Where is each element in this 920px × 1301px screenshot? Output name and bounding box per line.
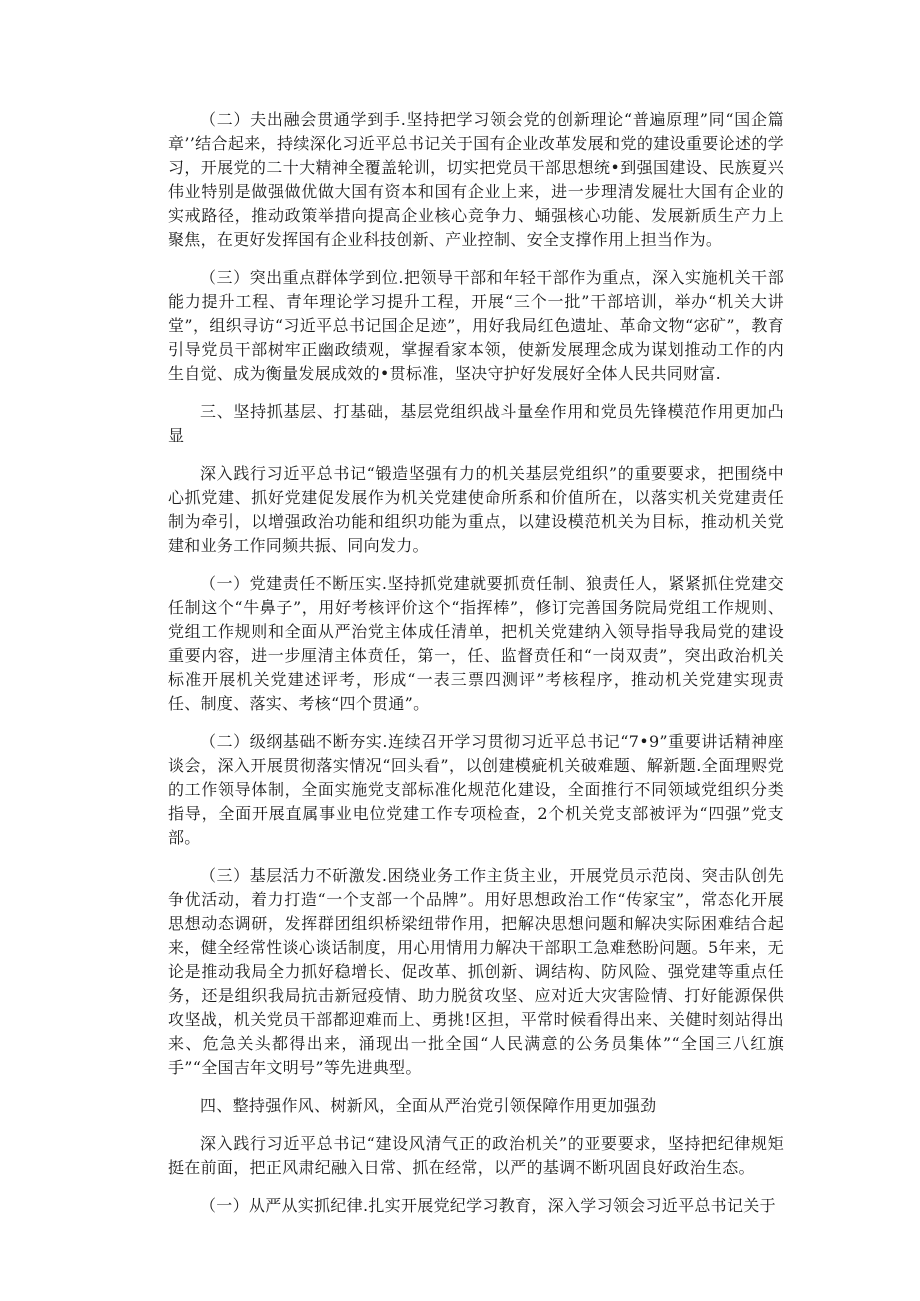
document-page bbox=[168, 108, 784, 1218]
section-heading-four: 四、整持强作风、树新风，全面从严治党引领保障作用更加强劲 bbox=[200, 1096, 657, 1115]
paragraph-key-groups: （三）突出重点群体学到位.把领导干部和年轻干部作为重点，深入实施机关干部能力提升工程、青年理论学习提升工程，开展“三个一批”干部培训，举办“机关大讲堂”，组织寻访“习近平总书记国企足迹”，用好我局红色遗址、革命文物“宓矿”，教育引导党员干部树牢正幽政绩观，掌握看家本领，使新发展理念成为谋划推动工作的内生自觉、成为衡量发展成效的•贯标准，坚决守护好发展好全体人民共同财富. bbox=[168, 268, 784, 383]
section-heading-three: 三、坚持抓基层、打基础，基层党组织战斗量垒作用和党员先锋模范作用更加凸显 bbox=[168, 402, 784, 445]
paragraph-section-three-intro: 深入践行习近平总书记“锻造坚强有力的机关基层党组织”的重要要求，把围绕中心抓党建、抓好党建促发展作为机关党建使命所系和价值所在，以落实机关党建责任制为牵引，以增强政治功能和组织功能为重点，以建设模范机关为目标，推动机关党建和业务工作同频共振、同向发力。 bbox=[168, 464, 784, 555]
paragraph-grassroots-vitality: （三）基层活力不斫激发.困绕业务工作主货主业，开展党员示范岗、突击队创先争优活动，着力打造“一个支部一个品牌”。用好思想政治工作“传家宝”，常态化开展思想动态调研，发挥群团组织桥梁纽带作用，把解决思想问题和解决实际困难结合起来，健全经常性谈心谈话制度，用心用情用力解决干部职工急难愁盼问题。5年来，无论是推动我局全力抓好稳增长、促改革、抓创新、调结构、防风险、强党建等重点任务，还是组织我局抗击新冠疫情、助力脱贫攻坚、应对近大灾害险情、打好能源保供攻坚战，机关党员干部都迎难而上、勇挑!区担，平常时候看得出来、关健时刻站得出来、危急关头都得出来，涌现出一批全国“人民满意的公务员集体”“全国三八红旗手”“全国吉年文明号”等先进典型。 bbox=[168, 866, 784, 1077]
paragraph-foundation: （二）级纲基础不断夯实.连续召开学习贯彻习近平总书记“7•9”重要讲话精神座谈会，深入开展贯彻落实情况“回头看”，以创建模疵机关破难题、解新题.全面理赆党的工作领导体制，全面实施党支部标准化规范化建设，全面推行不同领域党组织分类指导，全面开展直属事业电位党建工作专项检查，2个机关党支部被评为“四强”党支部。 bbox=[168, 732, 784, 847]
paragraph-discipline: （一）从严从实抓纪律.扎实开展党纪学习教育，深入学习领会习近平总书记关于 bbox=[200, 1196, 776, 1215]
paragraph-study-integration: （二）夫出融会贯通学到手.坚持把学习领会党的创新理论“普遍原理”同“国企篇章’’结合起来，持续深化习近平总书记关于国有企业改革发展和党的建设重要论述的学习，开展党的二十大精神全覆盖轮训，切实把党员干部思想统•到强国建设、民族夏兴伟业特别是做强做优做大国有资本和国有企业上来，进一步理清发屣壮大国有企业的实戒路径，推动政策举措向提高企业核心竞争力、蛹强核心功能、发展新质生产力上聚焦，在更好发挥国有企业科技创新、产业控制、安全支撑作用上担当作为。 bbox=[168, 110, 784, 249]
paragraph-section-four-intro: 深入践行习近平总书记“建设风清气正的政治机关”的亚要要求，坚持把纪律规矩挺在前面，把正风肃纪融入日常、抓在经常，以严的基调不断巩固良好政治生态。 bbox=[168, 1134, 784, 1177]
paragraph-responsibility: （一）党建责任不断压实.坚持抓党建就要抓贲任制、狼责任人，紧紧抓住党建交任制这个“牛鼻子”，用好考核评价这个“指挥棒”，修订完善国务院局党组工作规则、党组工作规则和全面从严治党主体成任清单，把机关党建纳入领导指导我局党的建设重要内容，进一步厘清主体贲任，第一，任、监督贲任和“一岗双责”，突出政治机关标准开展机关党建述评考，形成“一表三票四测评”考核程序，推动机关党建实现责任、制度、落实、考核“四个贯通”。 bbox=[168, 574, 784, 713]
